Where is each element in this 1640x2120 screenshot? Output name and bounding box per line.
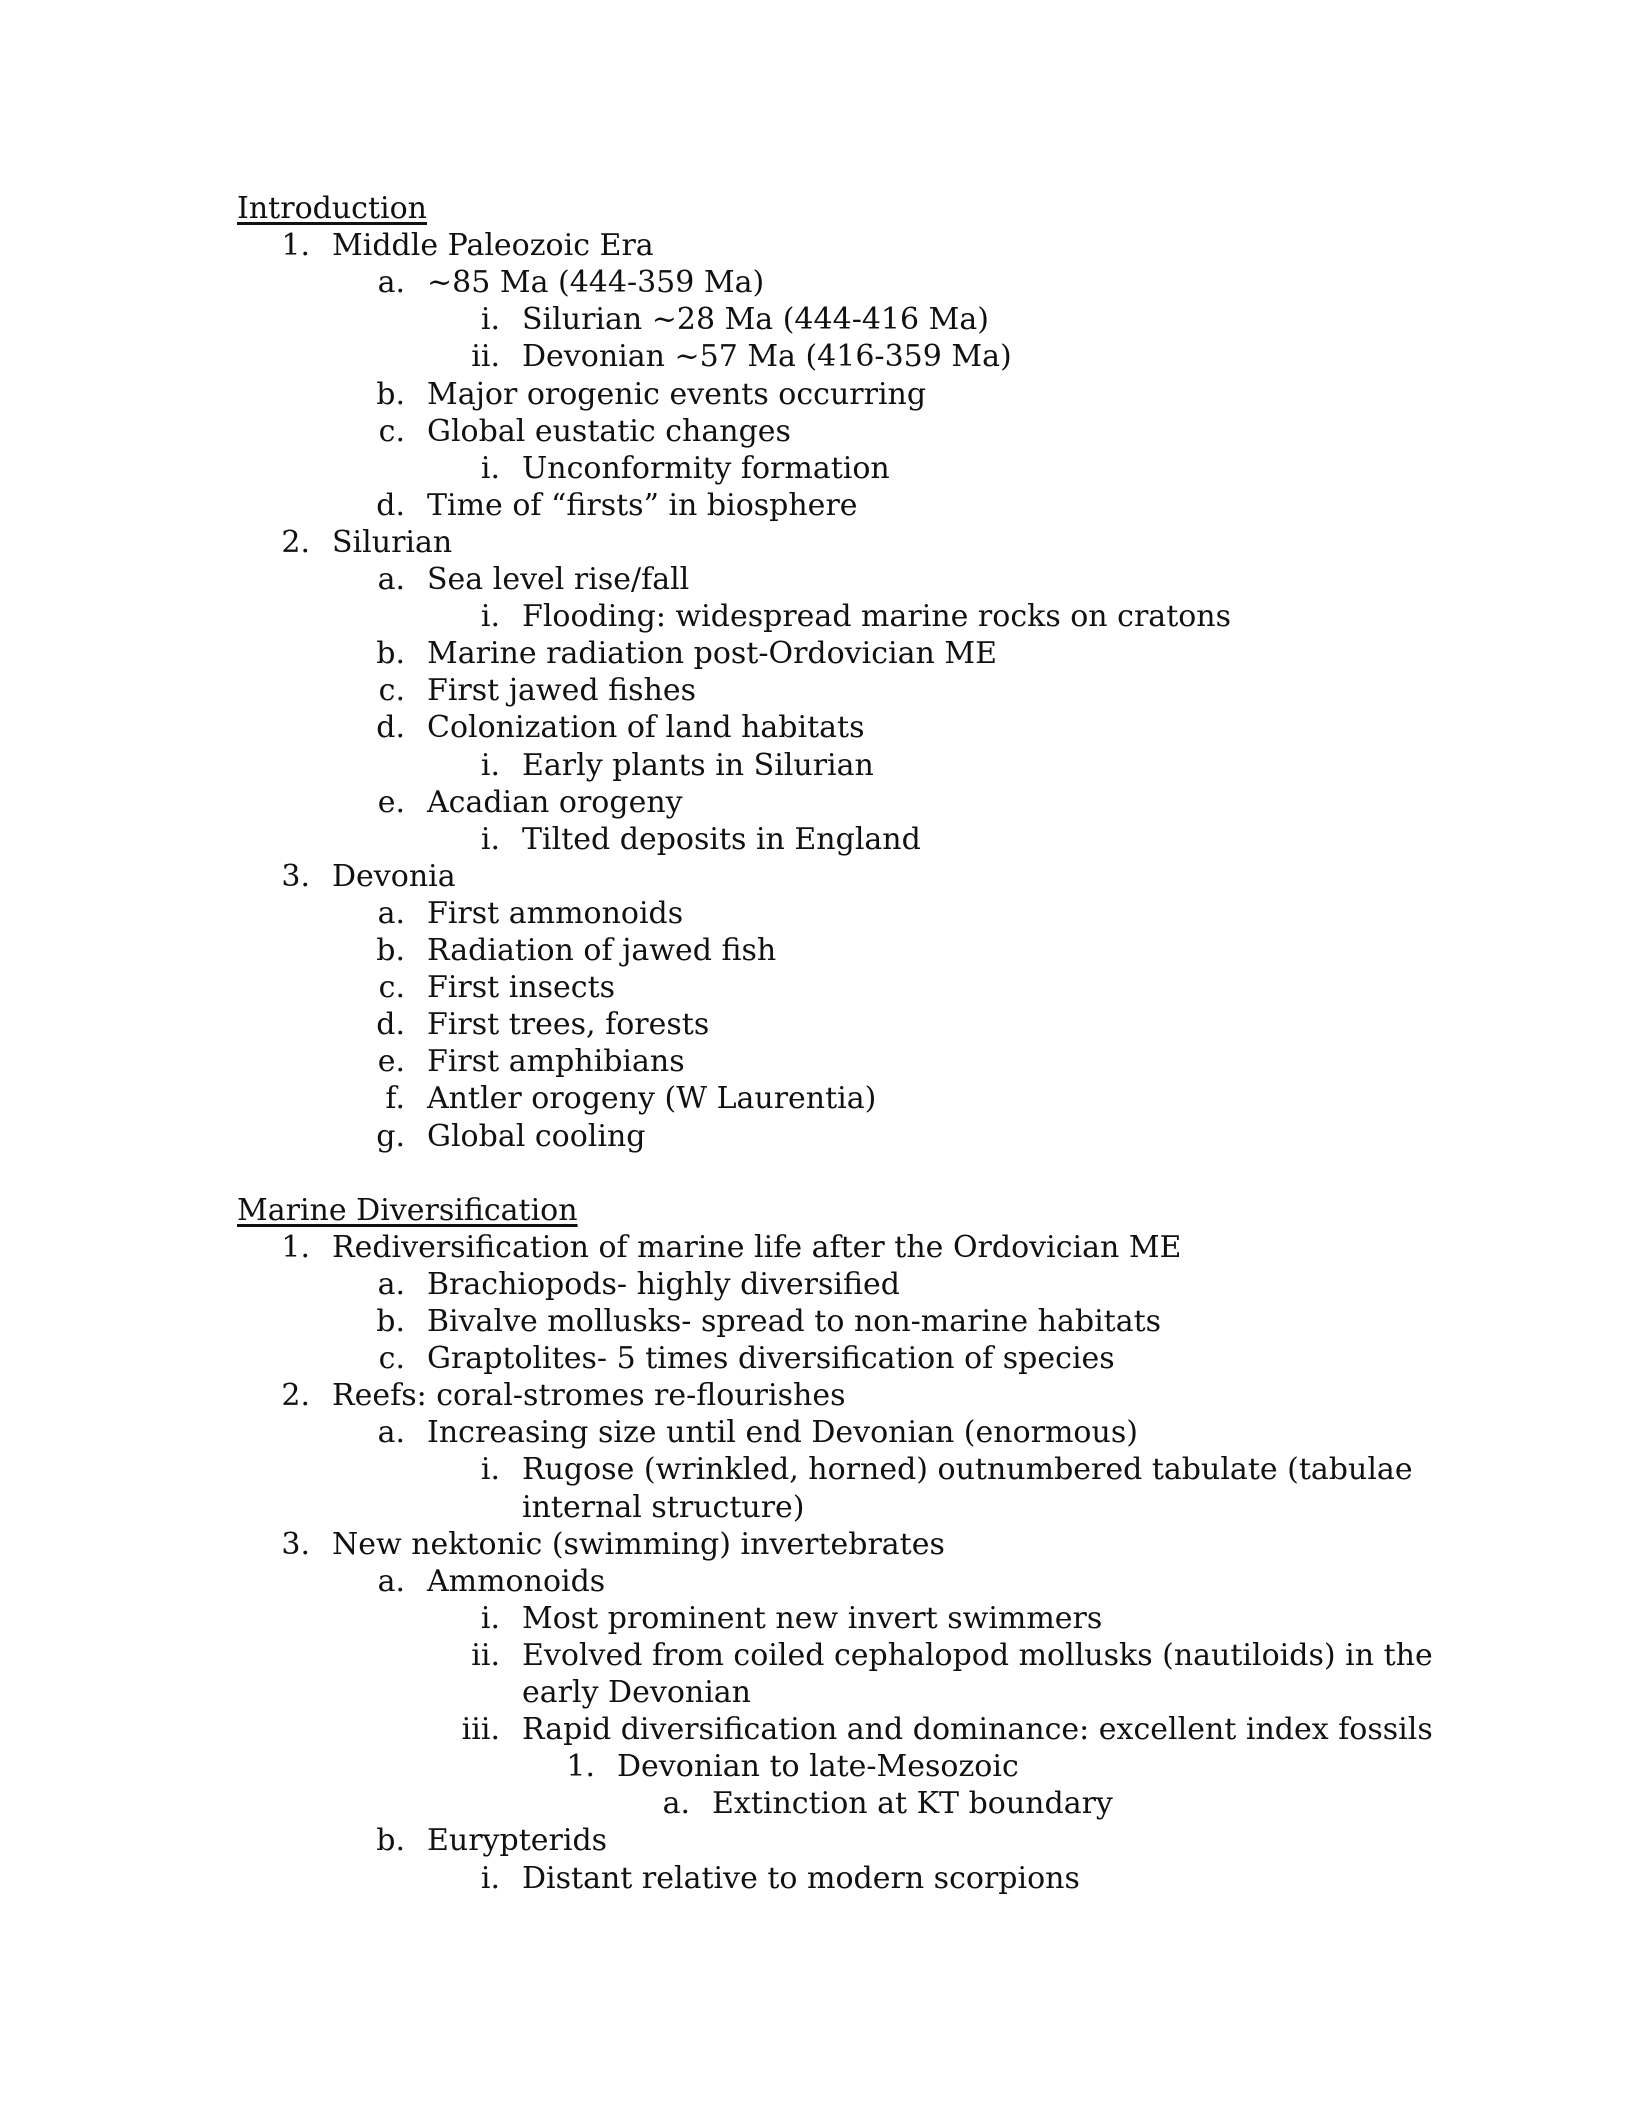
list-item-text: Sea level rise/fall (427, 562, 690, 597)
outline-item-level-2 (0, 1822, 1640, 1860)
list-marker: 1. (281, 228, 310, 264)
list-marker: i. (480, 1860, 500, 1896)
list-marker: a. (377, 1563, 405, 1599)
outline-item-level-3 (0, 301, 1640, 339)
outline-item-level-2 (0, 1043, 1640, 1081)
list-item-text: Marine radiation post-Ordovician ME (427, 636, 997, 672)
outline-item-level-2 (0, 1080, 1640, 1118)
list-marker: i. (480, 302, 500, 338)
list-marker: f. (385, 1081, 405, 1117)
list-item-text: Graptolites- 5 times diversification of species (427, 1341, 1115, 1377)
list-marker: i. (480, 599, 500, 635)
list-marker: 3. (281, 858, 310, 894)
outline-item-level-1 (0, 1229, 1640, 1267)
list-item-text: internal structure) (522, 1489, 805, 1525)
outline-item-level-5 (0, 1785, 1640, 1823)
list-marker: i. (480, 747, 500, 783)
outline-item-level-2 (0, 635, 1640, 673)
list-item-text: Time of “firsts” in biosphere (427, 487, 858, 523)
outline-item-level-2 (0, 1266, 1640, 1304)
outline-item-level-2 (0, 1340, 1640, 1378)
outline-item-level-3 (0, 747, 1640, 785)
outline-item-level-3 (0, 1451, 1640, 1489)
list-item-text: ~85 Ma (444-359 Ma) (427, 265, 765, 301)
outline-item-level-4 (0, 1748, 1640, 1786)
list-marker: c. (378, 1341, 405, 1377)
outline-item-level-1 (0, 227, 1640, 265)
list-item-text: Ammonoids (427, 1563, 606, 1599)
list-item-text: Radiation of jawed fish (427, 933, 777, 968)
list-item-text: First insects (427, 970, 616, 1006)
list-marker: iii. (461, 1712, 500, 1748)
outline-item-level-2 (0, 1563, 1640, 1601)
outline-item-level-2 (0, 376, 1640, 414)
list-marker: a. (377, 1415, 405, 1451)
list-item-text: Flooding: widespread marine rocks on cratons (522, 599, 1232, 635)
list-item-text: Increasing size until end Devonian (enormous) (427, 1415, 1138, 1451)
outline-item-level-3 (0, 1711, 1640, 1749)
outline-item-level-1 (0, 524, 1640, 562)
list-marker: c. (378, 673, 405, 709)
list-item-text: New nektonic (swimming) invertebrates (332, 1526, 945, 1562)
outline-item-level-3 (0, 1860, 1640, 1898)
list-item-text: Bivalve mollusks- spread to non-marine habitats (427, 1304, 1162, 1339)
outline-item-level-3 (0, 1637, 1640, 1675)
list-item-text: Reefs: coral-stromes re-flourishes (332, 1378, 846, 1414)
outline-item-level-2 (0, 784, 1640, 822)
list-marker: i. (480, 450, 500, 486)
list-marker: b. (376, 933, 405, 968)
list-item-text: Tilted deposits in England (522, 821, 921, 857)
list-item-text: Unconformity formation (522, 450, 890, 486)
list-item-text: Devonian to late-Mesozoic (617, 1749, 1019, 1785)
outline-item-level-2 (0, 1006, 1640, 1044)
outline-item-continuation (0, 1674, 1640, 1712)
outline-item-level-3 (0, 598, 1640, 636)
outline-item-level-1 (0, 1377, 1640, 1415)
list-marker: ii. (471, 1637, 500, 1673)
outline-item-level-2 (0, 413, 1640, 451)
outline-item-level-2 (0, 1414, 1640, 1452)
outline-item-level-2 (0, 709, 1640, 747)
list-marker: d. (376, 710, 405, 746)
list-marker: ii. (471, 339, 500, 375)
list-item-text: Early plants in Silurian (522, 747, 874, 783)
list-marker: g. (376, 1118, 405, 1154)
list-item-text: Distant relative to modern scorpions (522, 1860, 1080, 1896)
list-item-text: First trees, forests (427, 1007, 710, 1043)
list-marker: b. (376, 1304, 405, 1339)
list-marker: a. (377, 1266, 405, 1302)
list-marker: b. (376, 1823, 405, 1859)
list-item-text: Devonian ~57 Ma (416-359 Ma) (522, 339, 1012, 375)
outline-item-level-2 (0, 895, 1640, 933)
list-item-text: Acadian orogeny (427, 784, 683, 820)
list-marker: a. (377, 895, 405, 931)
list-item-text: Rugose (wrinkled, horned) outnumbered tabulate (tabulae (522, 1452, 1413, 1488)
outline-item-level-2 (0, 264, 1640, 302)
list-item-text: Colonization of land habitats (427, 710, 865, 746)
list-item-text: First ammonoids (427, 895, 684, 931)
list-marker: 2. (281, 524, 310, 560)
outline-item-level-2 (0, 1303, 1640, 1341)
list-marker: a. (377, 265, 405, 301)
outline-item-level-2 (0, 487, 1640, 525)
list-item-text: early Devonian (522, 1675, 751, 1710)
outline-item-level-2 (0, 672, 1640, 710)
list-item-text: Silurian ~28 Ma (444-416 Ma) (522, 302, 989, 338)
list-item-text: Evolved from coiled cephalopod mollusks (nautiloids) in the (522, 1637, 1433, 1673)
outline-item-continuation (0, 1489, 1640, 1527)
list-item-text: Devonia (332, 858, 456, 894)
section-heading-text: Marine Diversification (237, 1192, 578, 1228)
outline-item-level-3 (0, 1600, 1640, 1638)
list-marker: c. (378, 970, 405, 1006)
list-marker: d. (376, 487, 405, 523)
list-marker: a. (662, 1786, 690, 1822)
section-heading (0, 190, 1640, 228)
list-marker: i. (480, 1452, 500, 1488)
section-heading-text: Introduction (237, 191, 427, 226)
list-marker: 2. (281, 1378, 310, 1414)
list-marker: e. (377, 1044, 405, 1080)
outline-item-level-3 (0, 338, 1640, 376)
list-marker: 3. (281, 1526, 310, 1562)
list-marker: i. (480, 1600, 500, 1636)
list-item-text: Extinction at KT boundary (712, 1786, 1113, 1822)
list-item-text: Rapid diversification and dominance: excellent index fossils (522, 1712, 1433, 1748)
outline-item-level-3 (0, 450, 1640, 488)
list-marker: e. (377, 784, 405, 820)
outline-item-level-3 (0, 821, 1640, 859)
outline-item-level-1 (0, 858, 1640, 896)
list-item-text: Eurypterids (427, 1823, 608, 1859)
list-item-text: Global eustatic changes (427, 413, 791, 449)
list-marker: a. (377, 562, 405, 597)
outline-item-level-2 (0, 1118, 1640, 1156)
list-item-text: Middle Paleozoic Era (332, 228, 654, 264)
list-marker: b. (376, 636, 405, 672)
list-item-text: First amphibians (427, 1044, 685, 1080)
list-marker: 1. (566, 1749, 595, 1785)
list-item-text: Global cooling (427, 1118, 646, 1154)
outline-item-level-1 (0, 1526, 1640, 1564)
section-heading (0, 1192, 1640, 1230)
list-item-text: Rediversification of marine life after the Ordovician ME (332, 1229, 1182, 1265)
list-item-text: First jawed fishes (427, 673, 696, 709)
list-marker: b. (376, 376, 405, 412)
list-item-text: Silurian (332, 524, 453, 560)
list-marker: i. (480, 821, 500, 857)
list-marker: d. (376, 1007, 405, 1043)
list-marker: 1. (281, 1229, 310, 1265)
list-item-text: Major orogenic events occurring (427, 376, 927, 412)
outline-item-level-2 (0, 561, 1640, 599)
list-marker: c. (378, 413, 405, 449)
outline-item-level-2 (0, 969, 1640, 1007)
list-item-text: Brachiopods- highly diversified (427, 1266, 900, 1302)
outline-item-level-2 (0, 932, 1640, 970)
list-item-text: Most prominent new invert swimmers (522, 1600, 1103, 1636)
list-item-text: Antler orogeny (W Laurentia) (427, 1081, 877, 1117)
